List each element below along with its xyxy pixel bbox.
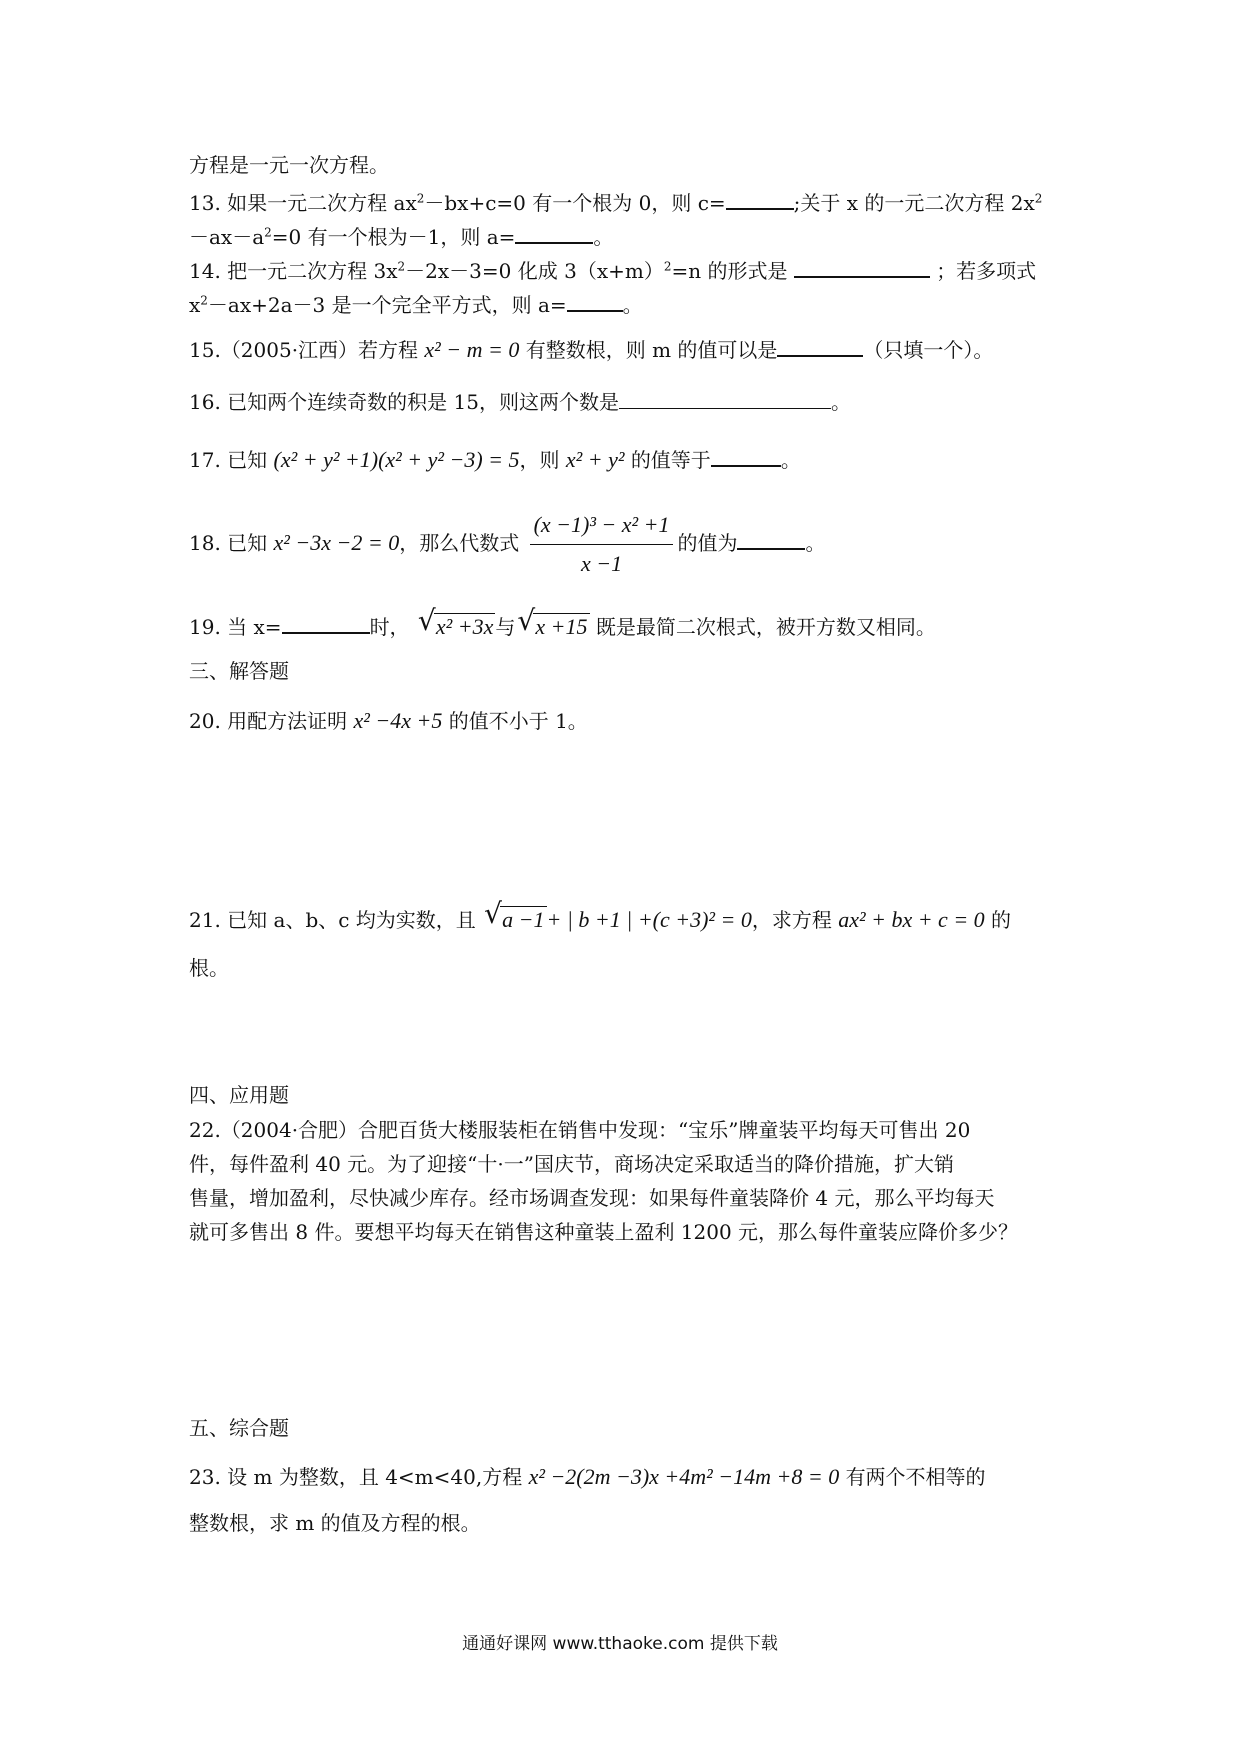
- text: 17. 已知: [189, 448, 268, 472]
- text: （只填一个）。: [863, 338, 994, 362]
- page-footer: [0, 1633, 1240, 1655]
- question-16: [189, 388, 851, 415]
- question-19: [189, 604, 936, 640]
- text: 根。: [189, 956, 229, 980]
- footer-text: 通通好课网 www.tthaoke.com 提供下载: [462, 1634, 778, 1654]
- text: 13. 如果一元二次方程 ax: [189, 191, 417, 215]
- text: 23. 设 m 为整数，且 4<m<40,方程: [189, 1465, 523, 1489]
- radical-sign: √: [484, 897, 503, 930]
- text: 22.（2004·合肥）合肥百货大楼服装柜在销售中发现：“宝乐”牌童装平均每天可售出 20: [189, 1118, 971, 1142]
- text: 与: [495, 615, 516, 639]
- text: 既是最简二次根式，被开方数又相同。: [595, 615, 936, 639]
- question-22-line2: [189, 1151, 954, 1177]
- text: 20. 用配方法证明: [189, 709, 348, 733]
- question-23-line1: [189, 1464, 986, 1490]
- radicand: x +15: [535, 614, 588, 639]
- text: 的值为: [677, 531, 738, 555]
- text: －bx+c=0 有一个根为 0，则 c=: [424, 191, 726, 215]
- formula: (x² + y² +1)(x² + y² −3) = 5: [273, 447, 520, 472]
- text: 。: [830, 390, 851, 414]
- text: 。: [805, 531, 826, 555]
- formula: x² + y²: [565, 447, 625, 472]
- text: 五、综合题: [189, 1416, 289, 1440]
- question-20: [189, 708, 588, 734]
- answer-blank[interactable]: [777, 335, 863, 357]
- text: 。: [622, 293, 643, 317]
- answer-blank[interactable]: [711, 445, 781, 467]
- text: ；若多项式: [936, 259, 1037, 283]
- fraction-numerator: (x −1)³ − x² +1: [530, 510, 674, 545]
- question-21-line1: [189, 897, 1012, 933]
- question-22-line3: [189, 1185, 994, 1211]
- question-13-line2: [189, 222, 613, 250]
- radicand: x² +3x: [435, 614, 494, 639]
- text: ，求方程: [751, 908, 832, 932]
- text: 的值等于: [630, 448, 711, 472]
- text: 19. 当 x=: [189, 615, 282, 639]
- text: 件，每件盈利 40 元。为了迎接“十·一”国庆节，商场决定采取适当的降价措施，扩大销: [189, 1152, 954, 1176]
- question-18: [189, 510, 825, 579]
- question-22-line1: [189, 1117, 970, 1143]
- formula: x² −4x +5: [353, 708, 443, 733]
- text: 的: [991, 908, 1012, 932]
- text: 14. 把一元二次方程 3x: [189, 259, 398, 283]
- text: ，则: [519, 448, 560, 472]
- text: －ax+2a－3 是一个完全平方式，则 a=: [207, 293, 567, 317]
- superscript: 2: [397, 259, 406, 274]
- answer-blank[interactable]: [619, 388, 831, 409]
- answer-blank[interactable]: [282, 612, 370, 634]
- superscript: 2: [416, 191, 425, 206]
- text: ;关于 x 的一元二次方程 2x: [793, 191, 1035, 215]
- radicand: a −1: [502, 907, 545, 932]
- superscript: 2: [1034, 191, 1043, 206]
- text: 售量，增加盈利，尽快减少库存。经市场调查发现：如果每件童装降价 4 元，那么平均每天: [189, 1186, 995, 1210]
- text: 有整数根，则 m 的值可以是: [525, 338, 778, 362]
- text: x: [189, 293, 201, 317]
- fraction: [530, 510, 674, 579]
- text: 就可多售出 8 件。要想平均每天在销售这种童装上盈利 1200 元，那么每件童装应降价多少？: [189, 1220, 1019, 1244]
- question-15: [189, 335, 993, 363]
- question-17: [189, 445, 801, 473]
- text: 16. 已知两个连续奇数的积是 15，则这两个数是: [189, 390, 619, 414]
- fraction-denominator: x −1: [580, 551, 623, 576]
- text: ，那么代数式: [399, 531, 520, 555]
- text: 整数根，求 m 的值及方程的根。: [189, 1511, 481, 1535]
- question-21-line2: [189, 955, 229, 981]
- question-22-line4: [189, 1219, 1018, 1245]
- text: －2x－3=0 化成 3（x+m）: [405, 259, 664, 283]
- text: =0 有一个根为－1，则 a=: [271, 225, 516, 249]
- answer-blank[interactable]: [726, 188, 794, 210]
- text: 。: [593, 225, 614, 249]
- superscript: 2: [264, 225, 272, 240]
- text: 。: [780, 448, 801, 472]
- radical-sign: √: [517, 604, 536, 637]
- text: 三、解答题: [189, 659, 289, 683]
- radical: [484, 897, 546, 933]
- formula: x² − m = 0: [424, 337, 520, 362]
- superscript: 2: [663, 259, 672, 274]
- answer-blank[interactable]: [567, 290, 623, 312]
- answer-blank[interactable]: [794, 256, 930, 278]
- section-3-heading: [189, 658, 289, 684]
- text: 18. 已知: [189, 531, 268, 555]
- text: 时，: [369, 615, 410, 639]
- text: 方程是一元一次方程。: [189, 153, 389, 177]
- section-5-heading: [189, 1415, 289, 1441]
- formula: x² −2(2m −3)x +4m² −14m +8 = 0: [528, 1464, 840, 1489]
- text: 有两个不相等的: [845, 1465, 986, 1489]
- formula: ax² + bx + c = 0: [838, 907, 985, 932]
- radical: [517, 604, 589, 640]
- text: 的值不小于 1。: [448, 709, 588, 733]
- section-4-heading: [189, 1082, 289, 1108]
- text: 15.（2005·江西）若方程: [189, 338, 419, 362]
- text: 四、应用题: [189, 1083, 289, 1107]
- radical-sign: √: [417, 604, 436, 637]
- answer-blank[interactable]: [737, 528, 805, 550]
- question-14-line2: [189, 290, 643, 318]
- formula: x² −3x −2 = 0: [273, 530, 400, 555]
- question-13-line1: [189, 188, 1042, 216]
- question-23-line2: [189, 1510, 481, 1536]
- text: －ax－a: [189, 225, 265, 249]
- text: 21. 已知 a、b、c 均为实数，且: [189, 908, 476, 932]
- formula: + | b +1 | +(c +3)² = 0: [546, 907, 752, 932]
- superscript: 2: [200, 293, 208, 308]
- text: =n 的形式是: [671, 259, 788, 283]
- answer-blank[interactable]: [515, 222, 593, 244]
- line-intro: [189, 152, 389, 178]
- radical: [417, 604, 495, 640]
- question-14-line1: [189, 256, 1036, 284]
